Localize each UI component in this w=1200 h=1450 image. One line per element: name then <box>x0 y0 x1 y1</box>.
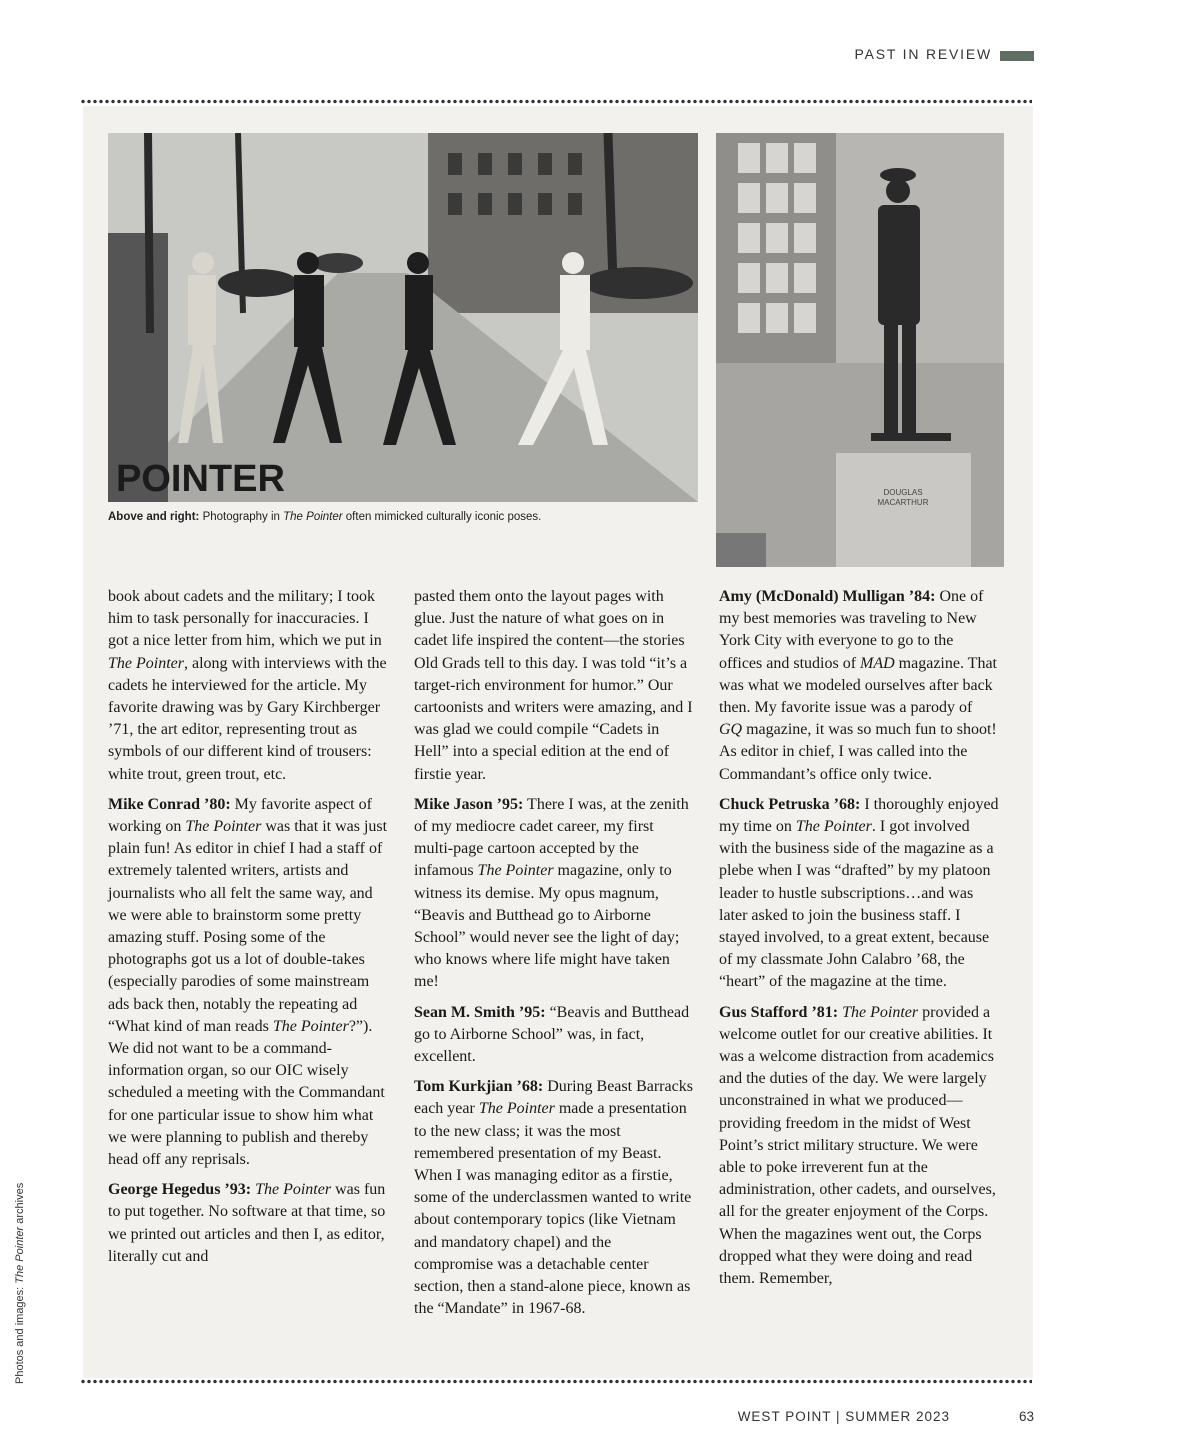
article-column-3 <box>719 586 999 1298</box>
page-number: 63 <box>1018 1409 1034 1424</box>
contributor-name: George Hegedus ’93: <box>108 1181 252 1199</box>
paragraph <box>719 586 999 786</box>
plaque-line-2: MACARTHUR <box>877 498 929 507</box>
paragraph-text: ?”). We did not want to be a command-information organ, so our OIC wisely scheduled a meeting with the Commandant for one particular issue to show him what we were planning to publish and thereby head off any reprisals. <box>108 1017 385 1169</box>
caption-text-1: Photography in <box>199 511 284 523</box>
caption-text-2: often mimicked culturally iconic poses. <box>342 511 542 523</box>
plaque-line-1: DOUGLAS <box>883 488 923 497</box>
paragraph-italic: The Pointer <box>272 1017 349 1035</box>
contributor-name: Gus Stafford ’81: <box>719 1003 839 1021</box>
paragraph-italic: MAD <box>860 654 895 672</box>
paragraph-italic: The Pointer <box>185 818 262 836</box>
credit-text: archives <box>14 1182 26 1227</box>
contributor-name: Mike Conrad ’80: <box>108 795 231 813</box>
photo-caption <box>108 511 698 523</box>
section-bar <box>1000 51 1034 61</box>
caption-italic: The Pointer <box>283 511 343 523</box>
paragraph <box>108 794 388 1171</box>
paragraph-text: My favorite aspect of working on <box>108 795 372 836</box>
paragraph-text: magazine, only to witness its demise. My opus magnum, “Beavis and Butthead go to Airborne School” would never see the light of day; who knows where life might have taken me! <box>414 862 680 991</box>
paragraph-text: magazine, it was so much fun to shoot! As editor in chief, I was called into the Commandant’s office only twice. <box>719 721 997 783</box>
paragraph-text: was that it was just plain fun! As editor in chief I had a staff of extremely talented writers, artists and journalists who all felt the same way, and we were able to brainstorm some pretty amazing stuff. Posing some of the photographs got us a lot of double-takes (especially parodies of some mainstream ads back then, notably the repeating ad “What kind of man reads <box>108 818 388 1035</box>
pointer-overlay-text: POINTER <box>116 458 285 500</box>
contributor-name: Sean M. Smith ’95: <box>414 1003 546 1021</box>
paragraph-text: provided a welcome outlet for our creative abilities. It was a welcome distraction from academics and the duties of the day. We were largely unconstrained in what we produced—providing freedom in the midst of West Point’s strict military structure. We were able to poke irreverent fun at the administration, other cadets, and ourselves, all for the greater enjoyment of the Corps. When the magazines went out, the Corps dropped what they were doing and read them. Remember, <box>719 1003 996 1288</box>
credit-text: Photos and images: <box>14 1283 26 1384</box>
paragraph <box>108 1179 388 1268</box>
footer-publication: WEST POINT | SUMMER 2023 <box>737 1409 950 1424</box>
photo-cadets-crossing-art <box>108 133 698 502</box>
paragraph <box>414 794 694 994</box>
paragraph-italic: GQ <box>719 721 743 739</box>
paragraph-italic: The Pointer <box>478 1100 555 1118</box>
paragraph-text: was fun to put together. No software at that time, so we printed out articles and then I, as editor, literally cut and <box>108 1181 386 1265</box>
credit-italic: The Pointer <box>14 1226 26 1284</box>
paragraph-text: One of my best memories was traveling to New York City with everyone to go to the offices and studios of <box>719 588 984 672</box>
paragraph <box>719 794 999 994</box>
paragraph <box>414 1076 694 1320</box>
contributor-name: Amy (McDonald) Mulligan ’84: <box>719 588 936 605</box>
article-column-2 <box>414 586 694 1329</box>
paragraph-text: I thoroughly enjoyed my time on <box>719 795 999 836</box>
paragraph <box>414 586 694 786</box>
paragraph-text: “Beavis and Butthead go to Airborne School” was, in fact, excellent. <box>414 1003 690 1066</box>
paragraph <box>414 1002 694 1069</box>
photo-cadets-crossing <box>108 133 698 502</box>
paragraph-text: book about cadets and the military; I took him to task personally for inaccuracies. I got a nice letter from him, which we put in <box>108 588 382 650</box>
paragraph-text: pasted them onto the layout pages with glue. Just the nature of what goes on in cadet life inspired the content—the stories Old Grads tell to this day. I was told “it’s a target-rich environment for humor.” Our cartoonists and writers were amazing, and I was glad we could compile “Cadets in Hell” into a special edition at the end of firstie year. <box>414 588 693 783</box>
paragraph-text: , along with interviews with the cadets he interviewed for the article. My favorite drawing was by Gary Kirchberger ’71, the art editor, representing trout as symbols of our different kind of trousers: white trout, green trout, etc. <box>108 654 387 783</box>
contributor-name: Mike Jason ’95: <box>414 795 524 813</box>
paragraph-text: magazine. That was what we modeled ourselves after back then. My favorite issue was a parody of <box>719 654 997 717</box>
paragraph <box>108 586 388 786</box>
caption-lead: Above and right: <box>108 511 200 523</box>
paragraph-text: During Beast Barracks each year <box>414 1078 693 1118</box>
dotted-rule-bottom <box>80 1379 1032 1384</box>
section-label: PAST IN REVIEW <box>854 46 992 62</box>
paragraph-italic: The Pointer <box>477 862 554 880</box>
paragraph-italic: The Pointer <box>255 1181 332 1199</box>
photo-credit <box>14 1164 26 1384</box>
paragraph-text: . I got involved with the business side of the magazine as a plebe when I was “drafted” by my platoon leader to hustle subscriptions…and was later asked to join the business staff. I stayed involved, to a great extent, because of my classmate John Calabro ’68, the “heart” of the magazine at the time. <box>719 818 994 991</box>
article-column-1 <box>108 586 388 1276</box>
contributor-name: Tom Kurkjian ’68: <box>414 1078 544 1096</box>
dotted-rule-top <box>80 99 1032 104</box>
paragraph-italic: The Pointer <box>795 818 872 836</box>
paragraph-text: made a presentation to the new class; it was the most remembered presentation of my Beast. When I was managing editor as a firstie, some of the underclassmen wanted to write about contemporary topics (like Vietnam and mandatory chapel) and the compromise was a detachable center section, then a stand-alone piece, known as the “Mandate” in 1967-68. <box>414 1100 692 1318</box>
paragraph <box>719 1002 999 1291</box>
photo-statue-pose-art <box>716 133 1004 567</box>
photo-statue-pose <box>716 133 1004 567</box>
paragraph-text: There I was, at the zenith of my mediocre cadet career, my first multi-page cartoon accepted by the infamous <box>414 795 689 880</box>
paragraph-italic: The Pointer <box>842 1003 919 1021</box>
paragraph-italic: The Pointer <box>108 654 184 672</box>
contributor-name: Chuck Petruska ’68: <box>719 795 861 813</box>
